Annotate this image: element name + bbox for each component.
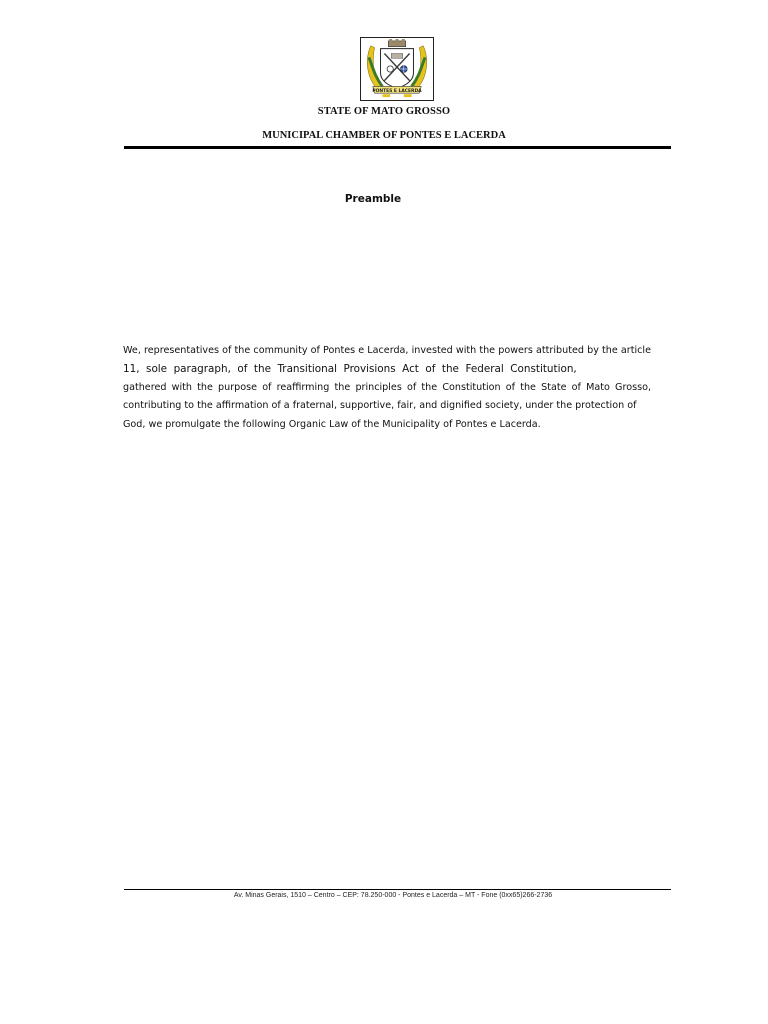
footer-address: Av. Minas Gerais, 1510 – Centro – CEP: 78.250-000 - Pontes e Lacerda – MT - Fone (0xx65)266-2736 [233,892,553,899]
paragraph-line: 11, sole paragraph, of the Transitional Provisions Act of the Federal Constitution, [123,363,577,376]
preamble-heading: Preamble [344,193,402,205]
crest-banner-text: PONTES E LACERDA [372,88,422,94]
preamble-paragraph [123,342,651,434]
footer-divider [124,889,671,890]
paragraph-line: gathered with the purpose of reaffirming the principles of the Constitution of the State of Mato Grosso, [123,381,651,393]
paragraph-line: We, representatives of the community of Pontes e Lacerda, invested with the powers attributed by the article [123,345,651,356]
coat-of-arms-icon [360,37,434,101]
paragraph-line: contributing to the affirmation of a fraternal, supportive, fair, and dignified society, under the protection of [123,400,637,412]
header-divider [124,146,671,149]
chamber-title: MUNICIPAL CHAMBER OF PONTES E LACERDA [262,130,506,141]
state-title: STATE OF MATO GROSSO [317,106,451,117]
paragraph-line: God, we promulgate the following Organic Law of the Municipality of Pontes e Lacerda. [123,418,541,430]
